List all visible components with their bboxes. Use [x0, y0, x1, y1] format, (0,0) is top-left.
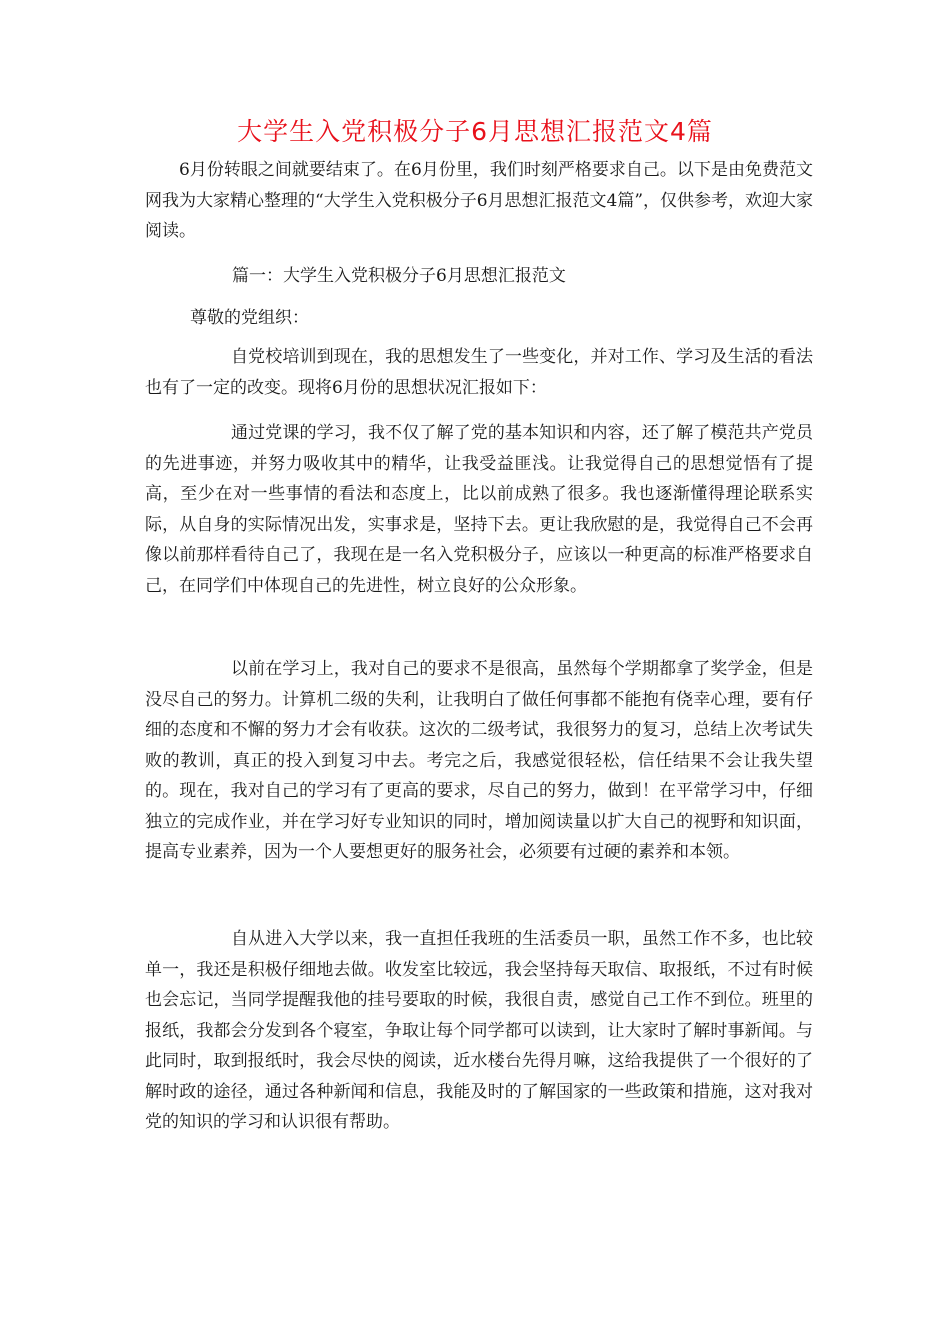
greeting-line: 尊敬的党组织：: [190, 308, 309, 328]
intro-paragraph: 6月份转眼之间就要结束了。在6月份里，我们时刻严格要求自己。以下是由免费范文网我为大家精心整理的“大学生入党积极分子6月思想汇报范文4篇”，仅供参考，欢迎大家阅读。: [145, 160, 814, 241]
body-paragraph-3: 以前在学习上，我对自己的要求不是很高，虽然每个学期都拿了奖学金，但是没尽自己的努力。计算机二级的失利，让我明白了做任何事都不能抱有侥幸心理，要有仔细的态度和不懈的努力才会有收获。这次的二级考试，我很努力的复习，总结上次考试失败的教训，真正的投入到复习中去。考完之后，我感觉很轻松，信任结果不会让我失望的。现在，我对自己的学习有了更高的要求，尽自己的努力，做到！在平常学习中，仔细独立的完成作业，并在学习好专业知识的同时，增加阅读量以扩大自己的视野和知识面，提高专业素养，因为一个人要想更好的服务社会，必须要有过硬的素养和本领。: [145, 659, 813, 862]
body-paragraph-1: 自党校培训到现在，我的思想发生了一些变化，并对工作、学习及生活的看法也有了一定的改变。现将6月份的思想状况汇报如下：: [145, 347, 813, 398]
document-title: 大学生入党积极分子6月思想汇报范文4篇: [237, 117, 713, 146]
section-subtitle: 篇一：大学生入党积极分子6月思想汇报范文: [232, 266, 566, 286]
body-paragraph-2: 通过党课的学习，我不仅了解了党的基本知识和内容，还了解了模范共产党员的先进事迹，并努力吸收其中的精华，让我受益匪浅。让我觉得自己的思想觉悟有了提高，至少在对一些事情的看法和态度上，比以前成熟了很多。我也逐渐懂得理论联系实际，从自身的实际情况出发，实事求是，坚持下去。更让我欣慰的是，我觉得自己不会再像以前那样看待自己了，我现在是一名入党积极分子，应该以一种更高的标准严格要求自己，在同学们中体现自己的先进性，树立良好的公众形象。: [145, 423, 813, 596]
body-paragraph-4: 自从进入大学以来，我一直担任我班的生活委员一职，虽然工作不多，也比较单一，我还是积极仔细地去做。收发室比较远，我会坚持每天取信、取报纸，不过有时候也会忘记，当同学提醒我他的挂号要取的时候，我很自责，感觉自己工作不到位。班里的报纸，我都会分发到各个寝室，争取让每个同学都可以读到，让大家时了解时事新闻。与此同时，取到报纸时，我会尽快的阅读，近水楼台先得月嘛，这给我提供了一个很好的了解时政的途径，通过各种新闻和信息，我能及时的了解国家的一些政策和措施，这对我对党的知识的学习和认识很有帮助。: [145, 929, 813, 1132]
